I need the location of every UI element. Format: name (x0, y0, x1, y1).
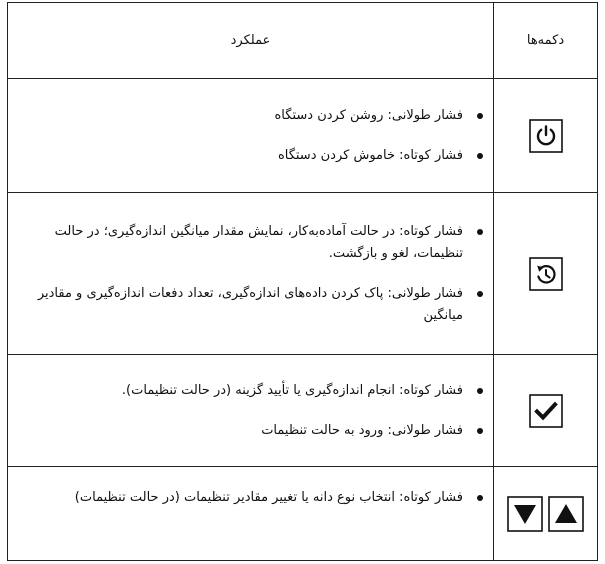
power-icon (529, 119, 563, 153)
button-cell-check (494, 355, 598, 467)
button-cell-reset (494, 193, 598, 355)
reset-history-icon (529, 257, 563, 291)
button-cell-arrows (494, 467, 598, 561)
list-item: فشار کوتاه: خاموش کردن دستگاه (26, 145, 463, 167)
list-item: فشار طولانی: ورود به حالت تنظیمات (26, 420, 463, 442)
table-row-power (8, 79, 598, 193)
header-function: عملکرد (8, 3, 494, 79)
arrow-down-icon (507, 496, 543, 532)
table-row-check (8, 355, 598, 467)
list-item: فشار طولانی: روشن کردن دستگاه (26, 105, 463, 127)
list-item: فشار کوتاه: انتخاب نوع دانه یا تغییر مقادیر تنظیمات (در حالت تنظیمات) (26, 487, 463, 509)
table-header-row (8, 3, 598, 79)
checkmark-icon (529, 394, 563, 428)
buttons-function-table (7, 2, 598, 561)
header-buttons: دکمه‌ها (494, 3, 598, 79)
function-cell-check (8, 355, 494, 467)
list-item: فشار طولانی: پاک کردن داده‌های اندازه‌گیری، تعداد دفعات اندازه‌گیری و مقادیر میانگین (26, 283, 463, 327)
function-cell-arrows (8, 467, 494, 561)
list-item: فشار کوتاه: در حالت آماده‌به‌کار، نمایش مقدار میانگین اندازه‌گیری؛ در حالت تنظیمات، لغو و بازگشت. (26, 221, 463, 265)
table-row-arrows (8, 467, 598, 561)
button-cell-power (494, 79, 598, 193)
table-row-reset (8, 193, 598, 355)
arrow-up-icon (548, 496, 584, 532)
function-cell-reset (8, 193, 494, 355)
function-cell-power (8, 79, 494, 193)
list-item: فشار کوتاه: انجام اندازه‌گیری یا تأیید گزینه (در حالت تنظیمات). (26, 380, 463, 402)
